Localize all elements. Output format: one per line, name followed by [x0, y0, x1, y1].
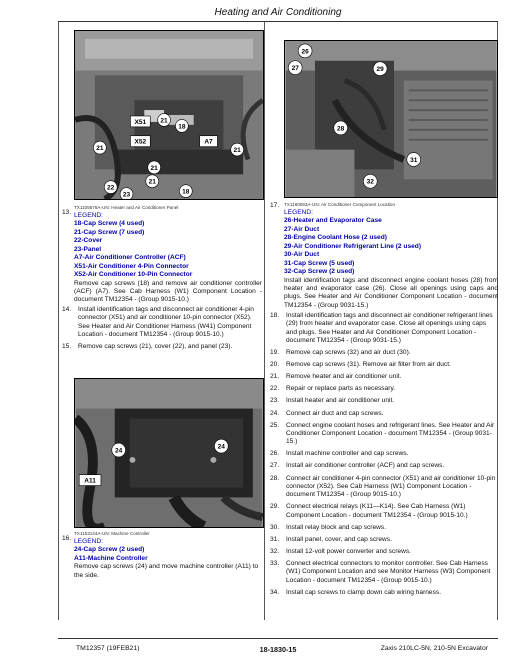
step-number: 27.	[270, 462, 280, 470]
callout-21: 21	[160, 117, 168, 125]
legend-item: 21-Cap Screw (7 used)	[74, 228, 145, 236]
callout-18: 18	[178, 123, 186, 131]
step-number: 32.	[270, 547, 280, 555]
step-16-block	[74, 538, 262, 580]
legend-title: LEGEND:	[74, 212, 103, 219]
step-text: Install cap screws to clamp down cab wiring harness.	[286, 588, 442, 596]
figure-caption-machine-controller: TX1153144A-UN: Machine Controller	[74, 531, 150, 536]
step-text: Install relay block and cap screws.	[286, 523, 387, 531]
step-number: 19.	[270, 349, 280, 357]
callout-22: 22	[107, 184, 115, 192]
step-text: Remove heater and air conditioner unit.	[286, 373, 402, 381]
callout-28: 28	[337, 125, 345, 133]
right-step-list	[270, 312, 498, 601]
page-footer	[58, 638, 498, 660]
step-number: 26.	[270, 450, 280, 458]
legend-item: 18-Cap Screw (4 used)	[74, 220, 145, 228]
step-text: Remove cap screws (31). Remove air filter from air duct.	[286, 361, 451, 369]
callout-32: 32	[366, 178, 374, 186]
photo-ac-component-location-image	[285, 41, 497, 197]
step-13-number: 13.	[62, 209, 72, 216]
step-item	[270, 361, 498, 369]
callout-23: 23	[122, 191, 131, 199]
step-number: 14.	[62, 306, 72, 313]
step-text: Install heater and air conditioner unit.	[286, 397, 395, 405]
photo-machine-controller	[74, 378, 264, 528]
legend-item: 22-Cover	[74, 237, 103, 245]
step-item	[270, 422, 498, 447]
step-number: 22.	[270, 385, 280, 393]
callout-a7: A7	[204, 138, 213, 146]
legend-item: X51-Air Conditioner 4-Pin Connector	[74, 262, 189, 270]
step-number: 18.	[270, 312, 280, 319]
callout-27: 27	[291, 65, 299, 73]
step-text: Repair or replace parts as necessary.	[286, 385, 396, 393]
step-text: Connect engine coolant hoses and refrigerant lines. See Heater and Air Conditioner Component Location - document TM12354 - (Group 9031-15.)	[286, 421, 495, 446]
step-number: 29.	[270, 503, 280, 511]
page-header	[58, 0, 498, 22]
step-16-text: Remove cap screws (24) and move machine controller (A11) to the side.	[74, 563, 259, 579]
callout-18: 18	[182, 188, 190, 196]
step-number: 20.	[270, 361, 280, 369]
machine-model: Zaxis 210LC-5N, 210-5N Excavator	[380, 645, 488, 652]
step-13-block	[74, 212, 262, 305]
figure-caption-ac-component: TX1180093A-UN: Air Conditioner Component Location	[284, 202, 395, 207]
step-item	[270, 524, 498, 532]
step-number: 24.	[270, 409, 280, 417]
legend-item: 27-Air Duct	[284, 225, 320, 233]
step-number: 23.	[270, 397, 280, 405]
page-title: Heating and Air Conditioning	[214, 7, 342, 18]
step-number: 34.	[270, 588, 280, 596]
step-item	[62, 343, 262, 351]
step-13-text: Remove cap screws (18) and remove air conditioner controller (ACF) (A7). See Cab Harness (W1) Component Location - document TM12354 - (Group 9015-10.)	[74, 279, 262, 304]
legend-title: LEGEND:	[74, 538, 103, 545]
legend-item: A7-Air Conditioner Controller (ACF)	[74, 254, 186, 262]
legend-item: 23-Panel	[74, 245, 102, 253]
step-item	[270, 410, 498, 418]
photo-ac-component-location	[284, 40, 498, 198]
step-text: Connect electrical relays (K11—K14). See Cab Harness (W1) Component Location - document TM12354 - (Group 9015-10.)	[286, 503, 468, 519]
photo-machine-controller-image	[75, 379, 263, 527]
step-item	[62, 306, 262, 340]
legend-title: LEGEND:	[284, 209, 313, 216]
step-number: 28.	[270, 474, 280, 482]
step-17-text: Install identification tags and disconnect engine coolant hoses (28) from heater and evaporator case (26). Close all openings using caps and plugs. See Heater and Air Conditioner Component Location - document TM12354 - (Group 9031-15.)	[284, 276, 498, 309]
step-number: 25.	[270, 421, 280, 429]
photo-heater-ac-panel-image	[75, 31, 263, 199]
photo-heater-ac-panel	[74, 30, 264, 200]
legend-item: 29-Air Conditioner Refrigerant Line (2 used)	[284, 242, 422, 250]
callout-29: 29	[376, 66, 384, 74]
step-item	[270, 397, 498, 405]
step-17-number: 17.	[270, 202, 280, 209]
step-item	[270, 349, 498, 357]
step-item	[270, 373, 498, 381]
callout-31: 31	[410, 156, 418, 164]
legend-item: 28-Engine Coolant Hose (2 used)	[284, 234, 387, 242]
step-text: Install identification tags and disconnect air conditioner 4-pin connector (X51) and air conditioner 10-pin connector (X52). See Heater and Air Conditioner Harness (W41) Component Location - document TM12354 - (Group 9015-10.)	[78, 306, 254, 339]
step-16-number: 16.	[62, 535, 72, 542]
callout-a11: A11	[84, 477, 96, 485]
step-item	[270, 450, 498, 458]
callout-21: 21	[96, 145, 104, 153]
step-item	[270, 536, 498, 544]
callout-x52: X52	[134, 138, 147, 146]
callout-21: 21	[150, 164, 158, 172]
left-step-list	[62, 306, 262, 355]
step-item	[270, 475, 498, 500]
step-text: Install air conditioner controller (ACF) and cap screws.	[286, 462, 445, 470]
page-number: 18-1830-15	[259, 645, 297, 654]
step-number: 15.	[62, 343, 72, 351]
step-item	[270, 462, 498, 470]
callout-21: 21	[233, 147, 241, 155]
step-item	[270, 548, 498, 556]
legend-item: 30-Air Duct	[284, 251, 320, 259]
column-divider	[264, 22, 265, 620]
callout-26: 26	[301, 48, 309, 56]
figure-caption-heater-panel: TX1105578A-UN: Heater and Air Conditioner Panel	[74, 205, 179, 210]
step-text: Install 12-volt power converter and screws.	[286, 547, 411, 555]
step-text: Install identification tags and disconnect air conditioner refrigerant lines (29) from heater and evaporator case. Close all openings using caps and plugs. See Heater and Air Conditioner Component Location - document TM12354 - (Group 9031-15.)	[286, 312, 493, 345]
callout-24: 24	[115, 447, 123, 455]
step-text: Install machine controller and cap screws.	[286, 450, 409, 458]
step-item	[270, 385, 498, 393]
callout-x51: X51	[134, 118, 147, 126]
step-text: Connect air duct and cap screws.	[286, 409, 384, 417]
step-number: 31.	[270, 535, 280, 543]
callout-24: 24	[217, 443, 225, 451]
step-text: Remove cap screws (21), cover (22), and panel (23).	[78, 343, 233, 351]
step-item	[270, 560, 498, 585]
step-text: Install panel, cover, and cap screws.	[286, 535, 392, 543]
legend-item: 24-Cap Screw (2 used)	[74, 546, 145, 554]
legend-item: 32-Cap Screw (2 used)	[284, 268, 355, 276]
step-number: 21.	[270, 373, 280, 381]
step-item	[270, 589, 498, 597]
step-item	[270, 503, 498, 520]
step-number: 30.	[270, 523, 280, 531]
legend-item: X52-Air Conditioner 10-Pin Connector	[74, 271, 193, 279]
legend-item: 26-Heater and Evaporator Case	[284, 217, 382, 225]
step-text: Connect electrical connectors to monitor controller. See Cab Harness (W1) Component Location and see Monitor Harness (W3) Component Location - document TM12354 - (Group 9015-10.)	[286, 559, 491, 584]
legend-item: 31-Cap Screw (5 used)	[284, 259, 355, 267]
document-code: TM12357 (19FEB21)	[76, 645, 140, 652]
step-text: Connect air conditioner 4-pin connector (X51) and air conditioner 10-pin connector (X52). See Cab Harness (W1) Component Location - document TM12354 - (Group 9015-10.)	[286, 474, 496, 499]
step-17-block	[284, 209, 498, 310]
legend-item: A11-Machine Controller	[74, 554, 148, 562]
step-number: 33.	[270, 559, 280, 567]
callout-21: 21	[148, 178, 156, 186]
step-item	[270, 312, 498, 346]
step-text: Remove cap screws (32) and air duct (30).	[286, 349, 411, 357]
